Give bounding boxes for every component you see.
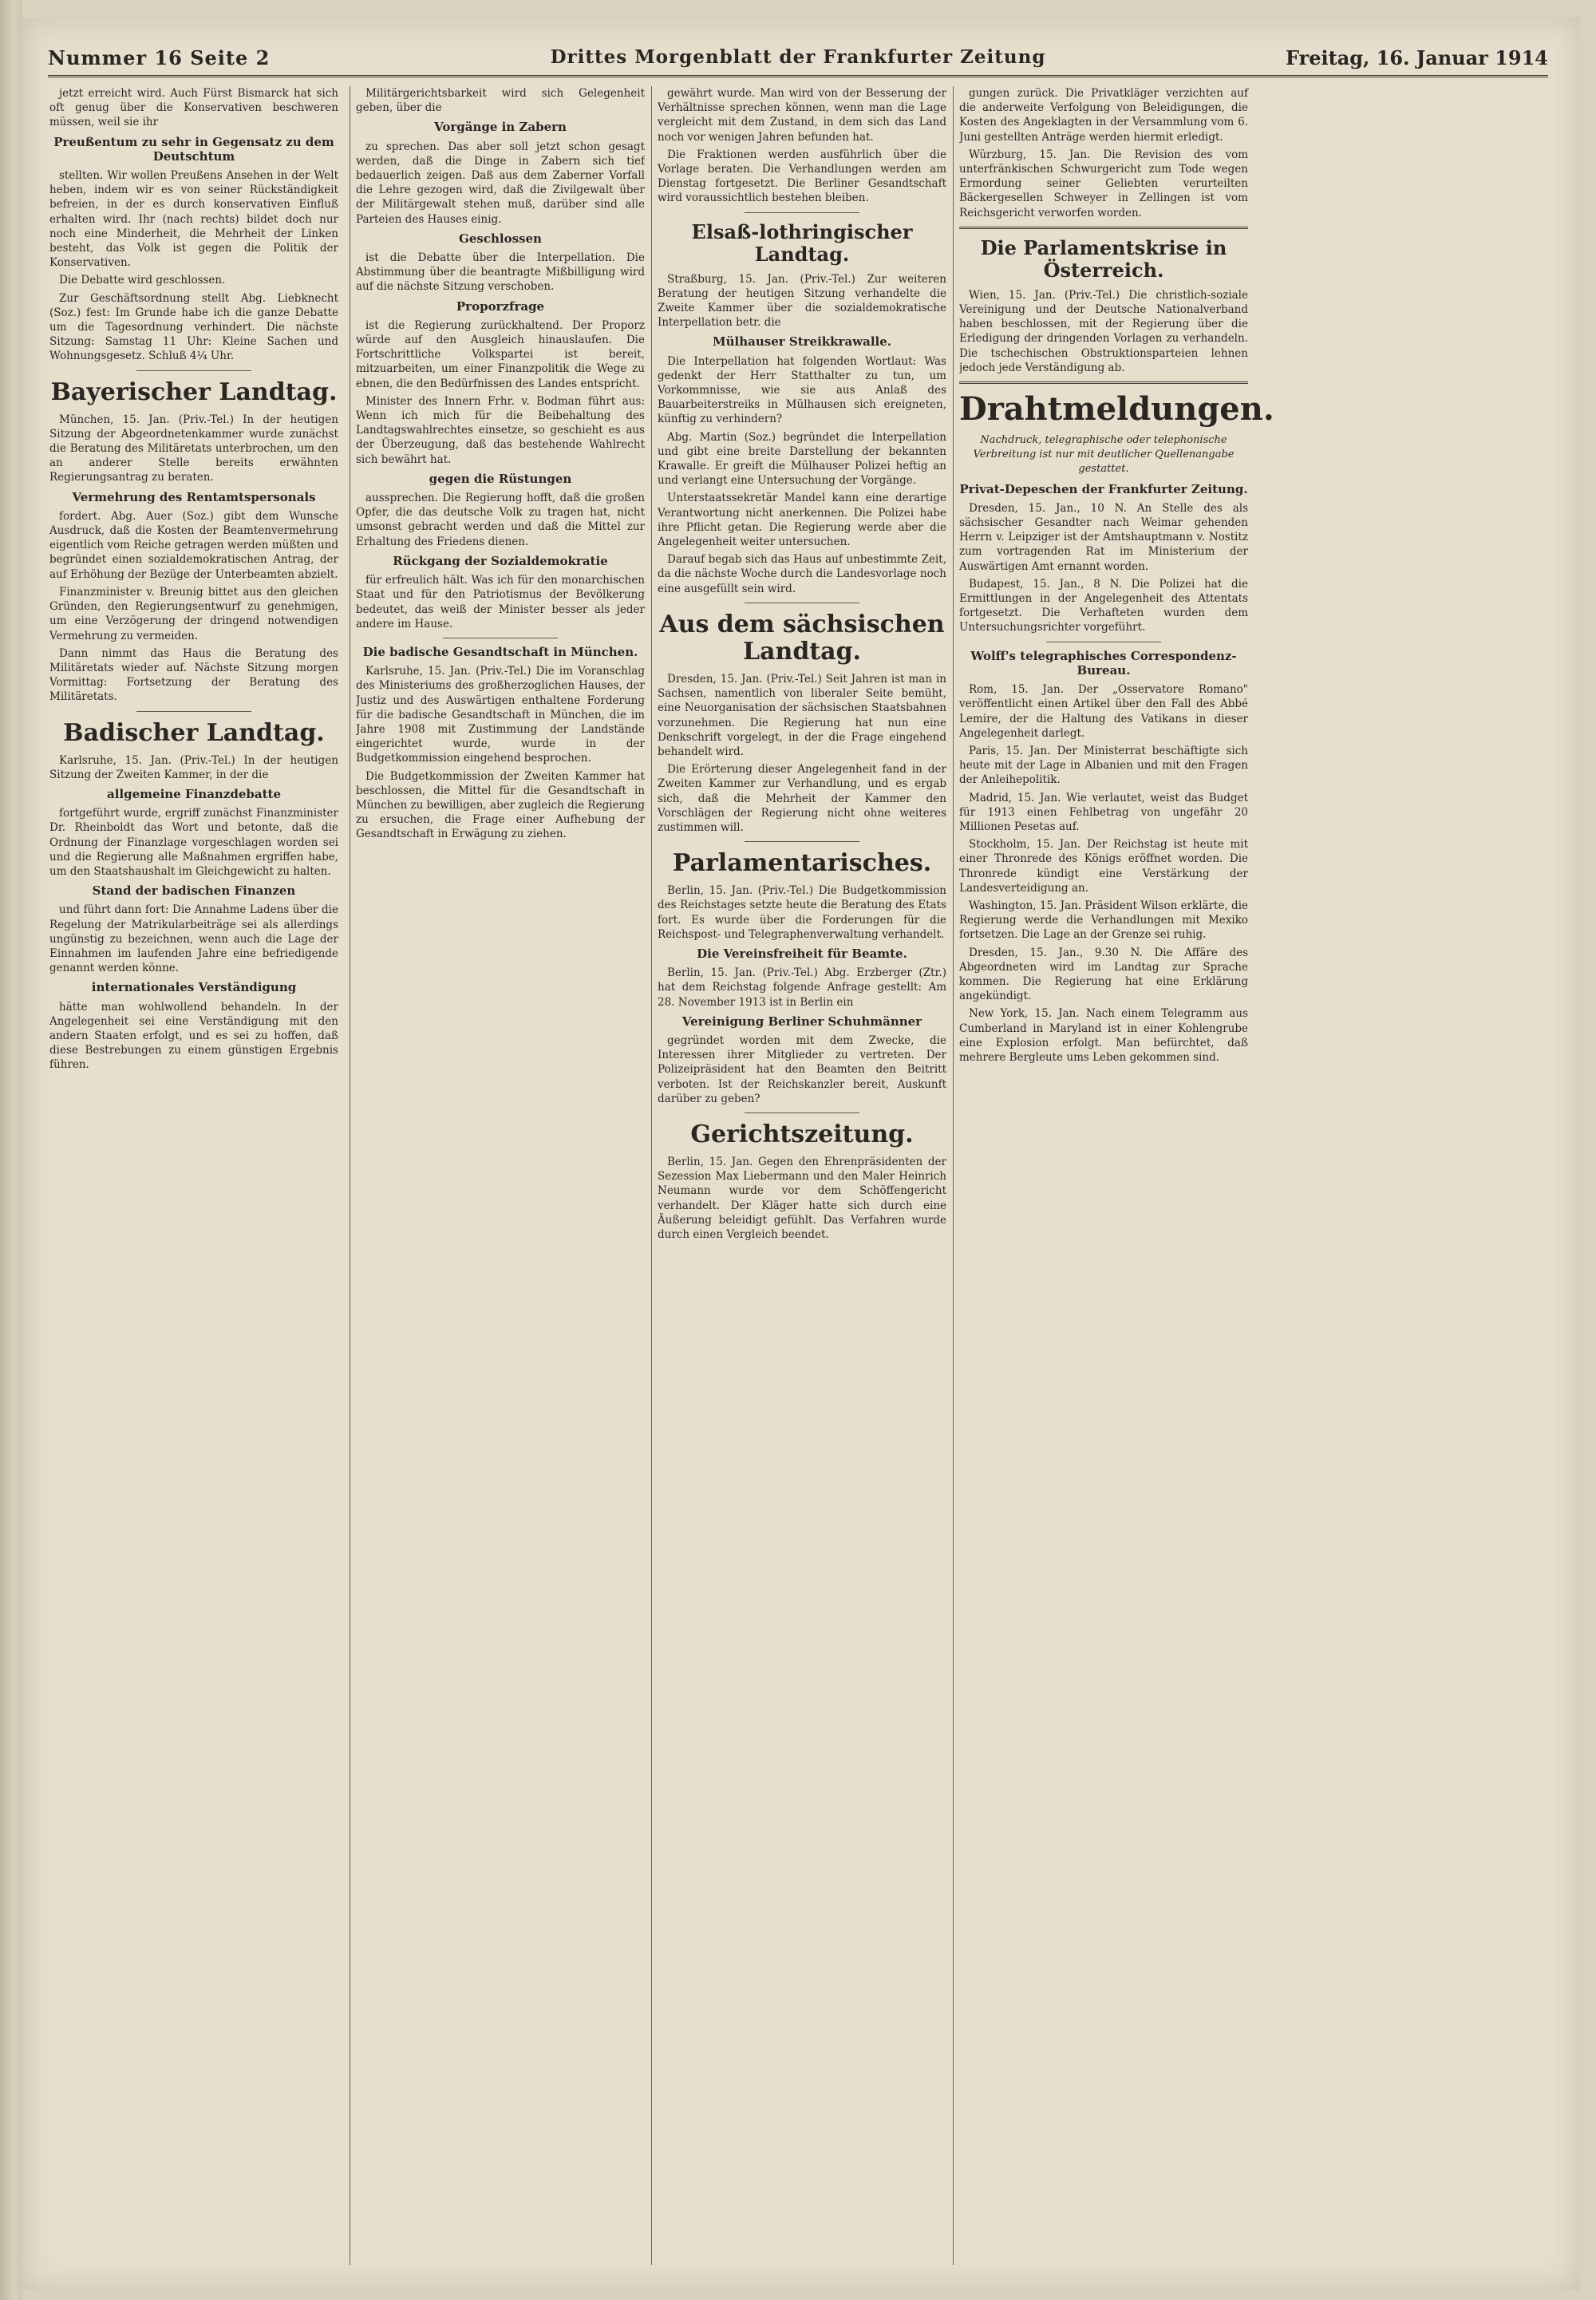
article-text: für erfreulich hält. Was ich für den monarchischen Staat und für den Patriotismus der Bevölkerung bedeutet, das weiß der Minister besser als jeder andere im Hause. xyxy=(356,574,645,630)
article-text: Abg. Martin (Soz.) begründet die Interpellation und gibt eine breite Darstellung der bekannten Krawalle. Er greift die Mülhauser Polizei heftig an und verlangt eine Untersuchung der Vorgänge. xyxy=(658,430,946,488)
subheading: Proporzfrage xyxy=(456,298,545,314)
section-heading: Badischer Landtag. xyxy=(63,718,325,747)
divider xyxy=(136,370,252,371)
article-text: und führt dann fort: Die Annahme Ladens über die Regelung der Matrikularbeiträge sei als allerdings ungünstig zu bezeichnen, wenn auch die Lage der Einnahmen im laufenden Jahre eine befriedigende genannt werden könne. xyxy=(49,903,338,975)
divider xyxy=(745,841,860,842)
column-1 xyxy=(49,86,338,2265)
subheading: internationales Verständigung xyxy=(91,980,297,995)
divider xyxy=(959,227,1248,229)
page-header xyxy=(48,41,1548,77)
column-rule xyxy=(651,86,652,2265)
article-text: Washington, 15. Jan. Präsident Wilson erklärte, die Regierung werde die Verhandlungen mit Mexiko fortsetzen. Die Lage an der Grenze sei ruhig. xyxy=(959,899,1248,942)
subheading: Die Vereinsfreiheit für Beamte. xyxy=(697,946,907,961)
article-text: Zur Geschäftsordnung stellt Abg. Liebknecht (Soz.) fest: Im Grunde habe ich die ganze Debatte um die Tagesordnung verhindert. Die nächste Sitzung: Samstag 11 Uhr: Kleine Sachen und Wohnungsgesetz. Schluß 4¼ Uhr. xyxy=(49,291,338,363)
article-text: zu sprechen. Das aber soll jetzt schon gesagt werden, daß die Dinge in Zabern sich tief bedauerlich zeigen. Daß aus dem Zaberner Vorfall die Lehre gezogen wird, daß die Zivilgewalt über der Militärgewalt stehen muß, darüber sind alle Parteien des Hauses einig. xyxy=(356,140,645,226)
article-text: fordert. Abg. Auer (Soz.) gibt dem Wunsche Ausdruck, daß die Kosten der Beamtenvermehrung eigentlich vom Reiche getragen werden müßten und begründet einen sozialdemokratischen Antrag, der auf Erhöhung der Bezüge der Unterbeamten abzielt. xyxy=(49,509,338,581)
issue-date: Freitag, 16. Januar 1914 xyxy=(1285,46,1548,69)
article-text: Berlin, 15. Jan. (Priv.-Tel.) Abg. Erzberger (Ztr.) hat dem Reichstag folgende Anfrage gestellt: Am 28. November 1913 ist in Berlin ein xyxy=(658,966,946,1009)
subheading: Wolff's telegraphisches Correspondenz-Bureau. xyxy=(970,648,1237,678)
article-text: München, 15. Jan. (Priv.-Tel.) In der heutigen Sitzung der Abgeordnetenkammer wurde zunächst die Beratung des Militäretats unterbrochen, um den an anderer Stelle bereits erwähnten Regierungsantrag zu beraten. xyxy=(49,413,338,484)
article-text: Die Fraktionen werden ausführlich über die Vorlage beraten. Die Verhandlungen werden am Dienstag fortgesetzt. Die Berliner Gesandtschaft wird voraussichtlich bestehen bleiben. xyxy=(658,148,946,205)
section-heading: Die badische Gesandtschaft in München. xyxy=(362,644,638,659)
subheading: Vorgänge in Zabern xyxy=(434,120,567,135)
reprint-notice: Nachdruck, telegraphische oder telephonische Verbreitung ist nur mit deutlicher Quellenangabe gestattet. xyxy=(973,434,1235,476)
article-text: Minister des Innern Frhr. v. Bodman führt aus: Wenn ich mich für die Beibehaltung des Landtagswahlrechtes einsetze, so geschieht es aus der Überzeugung, daß das bestehende Wahlrecht sich bewährt hat. xyxy=(356,394,645,466)
article-text: jetzt erreicht wird. Auch Fürst Bismarck hat sich oft genug über die Konservativen beschweren müssen, weil sie ihr xyxy=(49,87,338,129)
masthead: Drittes Morgenblatt der Frankfurter Zeitung xyxy=(550,46,1046,68)
issue-number: Nummer 16 Seite 2 xyxy=(48,46,271,69)
article-text: Dresden, 15. Jan. (Priv.-Tel.) Seit Jahren ist man in Sachsen, namentlich von liberaler Seite bemüht, eine Neuorganisation der sächsischen Staatsbahnen vorzunehmen. Die Regierung hat nun eine Denkschrift vorgelegt, in der die Frage eingehend behandelt wird. xyxy=(658,672,946,758)
divider xyxy=(745,1112,860,1113)
article-text: Die Budgetkommission der Zweiten Kammer hat beschlossen, die Mittel für die Gesandtschaft in München zu bewilligen, aber zugleich die Regierung zu ersuchen, die Frage einer Aufhebung der Gesandtschaft in Erwägung zu ziehen. xyxy=(356,769,645,841)
column-rule xyxy=(953,86,954,2265)
subheading: allgemeine Finanzdebatte xyxy=(107,786,281,801)
article-text: Militärgerichtsbarkeit wird sich Gelegenheit geben, über die xyxy=(356,87,645,115)
article-text: Würzburg, 15. Jan. Die Revision des vom unterfränkischen Schwurgericht zum Tode wegen Ermordung seiner Geliebten verurteilten Bäckergesellen Schweyer in Zellingen ist vom Reichsgericht verworfen worden. xyxy=(959,148,1248,219)
article-text: Stockholm, 15. Jan. Der Reichstag ist heute mit einer Thronrede des Königs eröffnet worden. Die Thronrede kündigt eine Verstärkung der Landesverteidigung an. xyxy=(959,838,1248,895)
subheading: Privat-Depeschen der Frankfurter Zeitung. xyxy=(959,481,1248,496)
column-3 xyxy=(658,86,946,2265)
subheading: Vermehrung des Rentamtspersonals xyxy=(72,489,316,504)
section-heading: Die Parlamentskrise in Österreich. xyxy=(980,235,1227,282)
article-text: Dann nimmt das Haus die Beratung des Militäretats wieder auf. Nächste Sitzung morgen Vormittag: Fortsetzung der Beratung des Militäretats. xyxy=(49,646,338,704)
subheading: Mülhauser Streikkrawalle. xyxy=(713,334,891,350)
article-text: Karlsruhe, 15. Jan. (Priv.-Tel.) In der heutigen Sitzung der Zweiten Kammer, in der die xyxy=(49,753,338,781)
section-heading: Gerichtszeitung. xyxy=(690,1120,914,1148)
article-text: Dresden, 15. Jan., 9.30 N. Die Affäre des Abgeordneten wird im Landtag zur Sprache kommen. Die Regierung hat eine Erklärung angekündigt. xyxy=(959,946,1248,1003)
section-heading: Aus dem sächsischen Landtag. xyxy=(659,610,945,666)
article-text: Dresden, 15. Jan., 10 N. An Stelle des als sächsischer Gesandter nach Weimar gehenden Herrn v. Leipziger ist der Amtshauptmann v. Nostitz zum vortragenden Rat im Ministerium der Auswärtigen Amt ernannt worden. xyxy=(959,501,1248,573)
article-text: Die Erörterung dieser Angelegenheit fand in der Zweiten Kammer zur Verhandlung, und es ergab sich, daß die Mehrheit der Kammer den Vorschlägen der Regierung nicht ohne weiteres zustimmen will. xyxy=(658,763,946,834)
article-text: stellten. Wir wollen Preußens Ansehen in der Welt heben, indem wir es von seiner Rückständigkeit befreien, in der es durch konservativen Einfluß erhalten wird. Ihr (nach rechts) bildet doch nur noch eine Minderheit, die Mehrheit der Linken besteht, das Volk ist gegen die Politik der Konservativen. xyxy=(49,169,338,270)
divider xyxy=(136,711,252,712)
subheading: Preußentum zu sehr in Gegensatz zu dem Deutschtum xyxy=(53,134,334,164)
article-text: aussprechen. Die Regierung hofft, daß die großen Opfer, die das deutsche Volk zu tragen hat, nicht umsonst gebracht werden und daß die Mittel zur Erhaltung des Friedens dienen. xyxy=(356,492,645,548)
article-text: Madrid, 15. Jan. Wie verlautet, weist das Budget für 1913 einen Fehlbetrag von ungefähr 20 Millionen Pesetas auf. xyxy=(959,791,1248,833)
section-heading: Elsaß-lothringischer Landtag. xyxy=(691,219,913,266)
article-text: gungen zurück. Die Privatkläger verzichten auf die anderweite Verfolgung von Beleidigungen, die Kosten des Angeklagten in der Versammlung vom 6. Juni gestellten Anträge werden hiermit erledigt. xyxy=(959,87,1248,144)
divider xyxy=(959,381,1248,384)
column-4-inner xyxy=(959,86,1274,1068)
article-text: Straßburg, 15. Jan. (Priv.-Tel.) Zur weiteren Beratung der heutigen Sitzung verhandelte die Zweite Kammer über die sozialdemokratische Interpellation betr. die xyxy=(658,272,946,330)
divider xyxy=(745,212,860,213)
article-text: Unterstaatssekretär Mandel kann eine derartige Verantwortung nicht anerkennen. Die Polizei habe ihre Pflicht getan. Die Regierung werde aber die Angelegenheit weiter untersuchen. xyxy=(658,492,946,549)
subheading: Geschlossen xyxy=(459,231,542,246)
section-heading: Drahtmeldungen. xyxy=(959,390,1274,429)
column-4 xyxy=(959,86,1542,2265)
article-text: Berlin, 15. Jan. Gegen den Ehrenpräsidenten der Sezession Max Liebermann und den Maler Heinrich Neumann wurde vor dem Schöffengericht verhandelt. Der Kläger hatte sich durch eine Äußerung beleidigt gefühlt. Das Verfahren wurde durch einen Vergleich beendet. xyxy=(658,1155,946,1241)
article-text: Die Debatte wird geschlossen. xyxy=(59,274,226,287)
article-text: ist die Regierung zurückhaltend. Der Proporz würde auf den Ausgleich hinauslaufen. Die Fortschrittliche Volkspartei ist bereit, mitzuarbeiten, um einer Finanzpolitik die Wege zu ebnen, die den Bedürfnissen des Landes entspricht. xyxy=(356,318,645,390)
section-heading: Parlamentarisches. xyxy=(672,849,932,878)
article-text: gewährt wurde. Man wird von der Besserung der Verhältnisse sprechen können, wenn man die Lage vergleicht mit dem Zustand, in dem sich das Land noch vor wenigen Jahren befunden hat. xyxy=(658,87,946,144)
subheading: Vereinigung Berliner Schuhmänner xyxy=(681,1014,922,1029)
article-text: fortgeführt wurde, ergriff zunächst Finanzminister Dr. Rheinboldt das Wort und betonte, daß die Ordnung der Finanzlage vorgeschlagen worden sei und die Regierung alle Maßnahmen ergriffen habe, um den Staatshaushalt im Gleichgewicht zu halten. xyxy=(49,807,338,878)
article-text: gegründet worden mit dem Zwecke, die Interessen ihrer Mitglieder zu vertreten. Der Polizeipräsident hat den Beamten den Beitritt verboten. Ist der Reichskanzler bereit, Auskunft darüber zu geben? xyxy=(658,1033,946,1105)
article-text: Budapest, 15. Jan., 8 N. Die Polizei hat die Ermittlungen in der Angelegenheit des Attentats fortgesetzt. Die Verhafteten wurden dem Untersuchungsrichter vorgeführt. xyxy=(959,577,1248,634)
article-text: Finanzminister v. Breunig bittet aus den gleichen Gründen, den Regierungsentwurf zu genehmigen, um eine Verzögerung der dringend notwendigen Vermehrung zu vermeiden. xyxy=(49,585,338,642)
article-text: Karlsruhe, 15. Jan. (Priv.-Tel.) Die im Voranschlag des Ministeriums des großherzoglichen Hauses, der Justiz und des Auswärtigen enthaltene Forderung für die badische Gesandtschaft in München, die im Jahre 1908 mit Zustimmung der Landstände eingerichtet wurde, wurde in der Budgetkommission eingehend besprochen. xyxy=(356,665,645,765)
column-2 xyxy=(356,86,645,2265)
article-text: Darauf begab sich das Haus auf unbestimmte Zeit, da die nächste Woche durch die Landesvorlage noch eine ausgefüllt sein wird. xyxy=(658,553,946,595)
page-edge xyxy=(0,0,22,2300)
subheading: gegen die Rüstungen xyxy=(429,471,572,486)
subheading: Rückgang der Sozialdemokratie xyxy=(393,553,608,568)
section-heading: Bayerischer Landtag. xyxy=(50,377,338,406)
article-text: Paris, 15. Jan. Der Ministerrat beschäftigte sich heute mit der Lage in Albanien und mit den Fragen der Anleihepolitik. xyxy=(959,744,1248,787)
article-text: ist die Debatte über die Interpellation. Die Abstimmung über die beantragte Mißbilligung wird auf die nächste Sitzung verschoben. xyxy=(356,251,645,294)
article-text: New York, 15. Jan. Nach einem Telegramm aus Cumberland in Maryland ist in einer Kohlengrube eine Explosion erfolgt. Man befürchtet, daß mehrere Bergleute ums Leben gekommen sind. xyxy=(959,1007,1248,1064)
article-text: Wien, 15. Jan. (Priv.-Tel.) Die christlich-soziale Vereinigung und der Deutsche Nationalverband haben beschlossen, mit der Regierung über die Erledigung der dringenden Vorlagen zu verhandeln. Die tschechischen Obstruktionsparteien lehnen jedoch jede Verständigung ab. xyxy=(959,288,1248,374)
article-text: Die Interpellation hat folgenden Wortlaut: Was gedenkt der Herr Statthalter zu tun, um Vorkommnisse, wie sie aus Anlaß des Bauarbeiterstreiks in Mülhausen sich ereigneten, künftig zu verhindern? xyxy=(658,354,946,426)
article-text: Berlin, 15. Jan. (Priv.-Tel.) Die Budgetkommission des Reichstages setzte heute die Beratung des Etats fort. Es wurde über die Forderungen für die Reichspost- und Telegraphenverwaltung verhandelt. xyxy=(658,884,946,941)
subheading: Stand der badischen Finanzen xyxy=(92,883,296,899)
article-text: hätte man wohlwollend behandeln. In der Angelegenheit sei eine Verständigung mit den andern Staaten erfolgt, und es sei zu hoffen, daß diese Bestrebungen zu einem günstigen Ergebnis führen. xyxy=(49,1000,338,1072)
article-text: Rom, 15. Jan. Der „Osservatore Romano" veröffentlicht einen Artikel über den Fall des Abbé Lemire, der die Haltung des Vatikans in dieser Angelegenheit darlegt. xyxy=(959,683,1248,740)
